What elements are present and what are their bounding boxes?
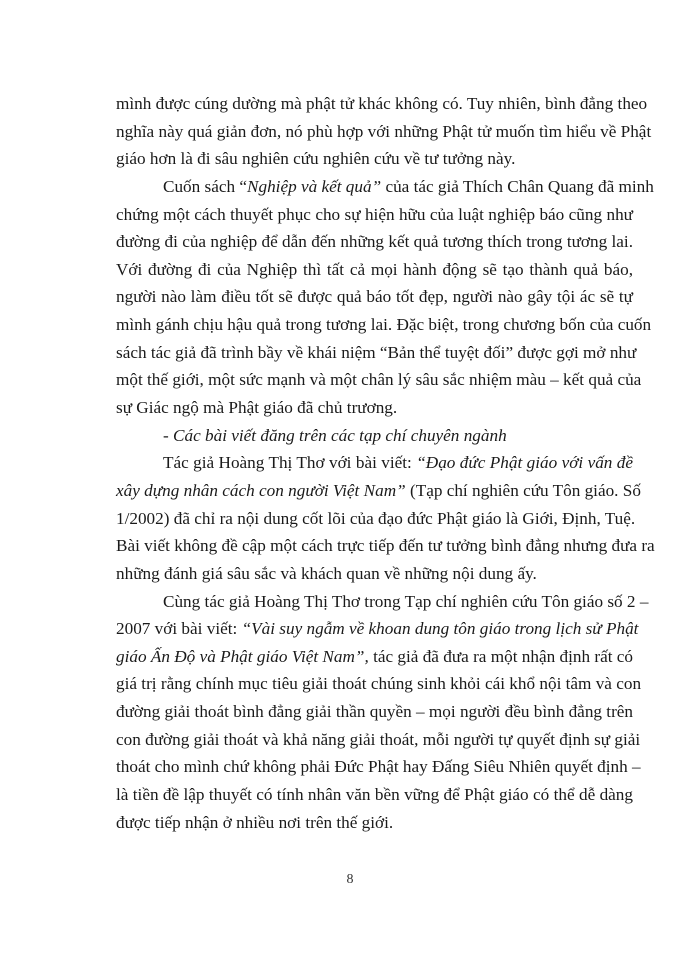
text-line [116, 532, 655, 560]
text-line [116, 201, 633, 229]
text-run: một thế giới, một sức mạnh và một chân lý sâu sắc nhiệm màu – kết quả của [116, 370, 642, 390]
text-line [116, 422, 633, 450]
text-run: Bài viết không đề cập một cách trực tiếp đến tư tưởng bình đẳng nhưng đưa ra [116, 536, 655, 556]
text-line [116, 366, 642, 394]
text-run: là tiền đề lập thuyết có tính nhân văn bền vững để Phật giáo có thể dễ dàng [116, 785, 633, 805]
text-line [116, 118, 652, 146]
text-run: sách tác giả đã trình bầy về khái niệm “Bản thể tuyệt đối” được gợi mở như [116, 342, 637, 362]
text-line [116, 643, 633, 671]
text-line [116, 726, 641, 754]
paragraph [116, 90, 652, 173]
text-run: đường giải thoát bình đẳng giải thần quyền – mọi người đều bình đẳng trên [116, 702, 634, 722]
text-run: giáo hơn là đi sâu nghiên cứu nghiên cứu về tư tưởng này. [116, 149, 516, 169]
text-line [116, 588, 649, 616]
text-line [116, 228, 633, 256]
text-run: đường đi của nghiệp để dẫn đến những kết quả tương thích trong tương lai. [116, 232, 633, 252]
italic-text: - Các bài viết đăng trên các tạp chí chuyên ngành [163, 425, 507, 445]
italic-text: Nghiệp và kết quả” [247, 176, 382, 196]
text-run: những đánh giá sâu sắc và khách quan về những nội dung ấy. [116, 563, 537, 583]
text-run: giá trị rằng chính mục tiêu giải thoát chúng sinh khỏi cái khổ nội tâm và con [116, 674, 642, 694]
text-line [116, 173, 654, 201]
text-line [116, 256, 633, 284]
text-line [116, 339, 637, 367]
text-line [116, 615, 639, 643]
text-line [116, 145, 633, 173]
text-run: 1/2002) đã chỉ ra nội dung cốt lõi của đạo đức Phật giáo là Giới, Định, Tuệ. [116, 508, 636, 528]
text-line [116, 560, 633, 588]
text-run: nghĩa này quá giản đơn, nó phù hợp với những Phật tử muốn tìm hiểu về Phật [116, 121, 652, 141]
text-line [116, 311, 652, 339]
text-run: của tác giả Thích Chân Quang đã minh [381, 176, 654, 196]
text-line [116, 809, 633, 837]
text-line [116, 753, 641, 781]
text-line [116, 698, 633, 726]
italic-text: giáo Ấn Độ và Phật giáo Việt Nam”, [116, 646, 369, 666]
text-run: 2007 với bài viết: [116, 619, 242, 639]
text-run: Với đường đi của Nghiệp thì tất cả mọi hành động sẽ tạo thành quả báo, [116, 259, 633, 279]
paragraph [116, 588, 649, 837]
text-run: thoát cho mình chứ không phải Đức Phật hay Đấng Siêu Nhiên quyết định – [116, 757, 641, 777]
text-run: Tác giả Hoàng Thị Thơ với bài viết: [163, 453, 417, 473]
page-number: 8 [346, 872, 354, 887]
paragraph [116, 173, 654, 422]
italic-text: xây dựng nhân cách con người Việt Nam” [116, 480, 406, 500]
text-run: mình gánh chịu hậu quả trong tương lai. Đặc biệt, trong chương bốn của cuốn [116, 315, 652, 335]
italic-text: “Đạo đức Phật giáo với vấn đề [416, 453, 634, 473]
italic-text: “Vài suy ngẫm về khoan dung tôn giáo trong lịch sử Phật [241, 619, 639, 639]
text-run: con đường giải thoát và khả năng giải thoát, mỗi người tự quyết định sự giải [116, 729, 641, 749]
text-run: mình được cúng dường mà phật tử khác không có. Tuy nhiên, bình đẳng theo [116, 94, 648, 113]
text-run: được tiếp nhận ở nhiều nơi trên thế giới. [116, 812, 394, 832]
text-line [116, 781, 633, 809]
text-run: Cùng tác giả Hoàng Thị Thơ trong Tạp chí nghiên cứu Tôn giáo số 2 – [163, 591, 649, 611]
text-run: sự Giác ngộ mà Phật giáo đã chủ trương. [116, 398, 398, 418]
text-line [116, 477, 641, 505]
text-run: tác giả đã đưa ra một nhận định rất có [368, 646, 634, 666]
text-line [116, 670, 642, 698]
body-text [116, 90, 655, 836]
text-line [116, 394, 633, 422]
text-line [116, 90, 648, 118]
text-run: người nào làm điều tốt sẽ được quả báo tốt đẹp, người nào gây tội ác sẽ tự [116, 287, 633, 307]
text-line [116, 449, 633, 477]
text-line [116, 283, 633, 311]
text-run: (Tạp chí nghiên cứu Tôn giáo. Số [405, 480, 641, 500]
paragraph [116, 449, 655, 587]
text-run: Cuốn sách “ [163, 176, 248, 196]
text-line [116, 505, 636, 533]
section-subheading [116, 422, 633, 450]
text-run: chứng một cách thuyết phục cho sự hiện hữu của luật nghiệp báo cũng như [116, 204, 633, 224]
